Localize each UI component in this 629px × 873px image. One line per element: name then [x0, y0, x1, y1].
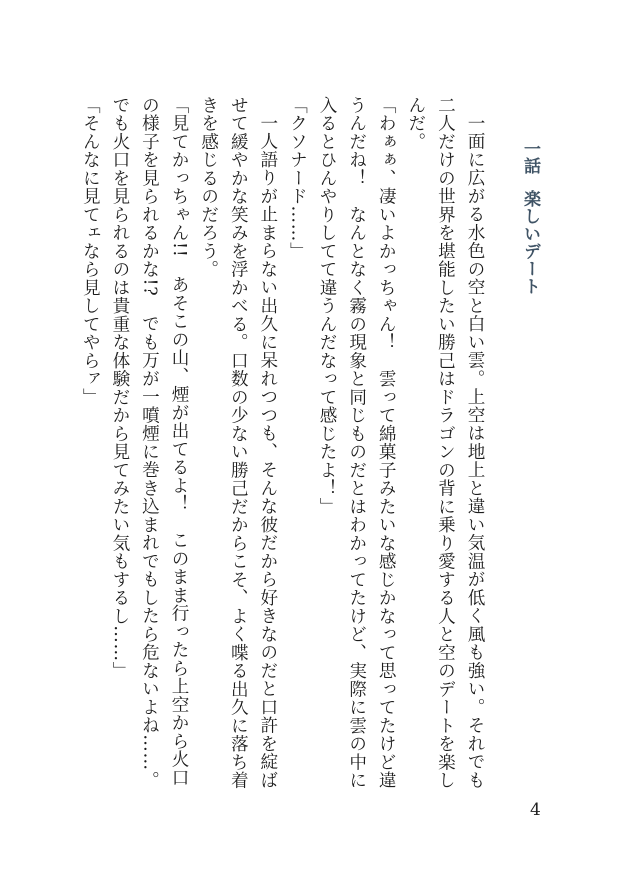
page-number: 4 [530, 800, 541, 820]
chapter-subtitle: 楽しいデート [520, 190, 540, 295]
paragraph-narration: 一人語りが止まらない出久に呆れつつも、そんな彼だから好きなのだと口許を綻ばせて緩やかな笑みを浮かべる。口数の少ない勝己だからこそ、よく喋る出久に落ち着きを感じるのだろう。 [198, 96, 278, 790]
paragraph-narration: 一面に広がる水色の空と白い雲。上空は地上と違い気温が低く風も強い。それでも二人だけの世界を堪能したい勝己はドラゴンの背に乗り愛する人と空のデートを楽しんだ。 [405, 96, 485, 790]
paragraph-dialogue: 「クソナード……」 [287, 96, 308, 261]
chapter-heading [517, 140, 543, 295]
paragraph-dialogue: 「わぁぁ、凄いよかっちゃん！ 雲って綿菓子みたいな感じかなって思ってたけど違うんだね！ なんとなく霧の現象と同じものだとはわかってたけど、実際に雲の中に入るとひんやりしてて違うんだなって感じたよ！」 [317, 96, 397, 790]
chapter-number: 一話 [520, 140, 540, 174]
paragraph-dialogue: 「見てかっちゃん!! あそこの山、煙が出てるよ！ このまま行ったら上空から火口の様子を見られるかな!? でも万が一噴煙に巻き込まれでもしたら危ないよね……。でも火口を見られるのは貴重な体験だから見てみたい気もするし……」 [109, 96, 190, 790]
paragraph-dialogue: 「そんなに見てェなら見してやらァ」 [80, 96, 101, 407]
body-text [75, 96, 489, 796]
